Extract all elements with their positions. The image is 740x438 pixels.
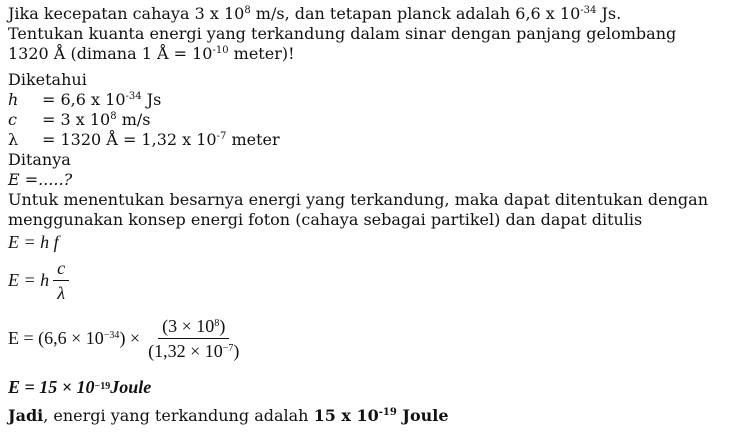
problem-text: 1320 Å (dimana 1 Å = 10 [8,44,213,63]
conclusion-value: 15 x 10 [313,406,379,425]
denominator: λ [57,282,66,303]
denominator: (1,32 × 10 [148,340,223,361]
equation-3 [8,310,708,366]
exponent: 8 [214,317,220,329]
numerator: ) [219,315,226,336]
equation-result: E = 15 × 10 −19 Joule [8,377,152,397]
exponent: -34 [125,91,142,102]
equation-text: E = (6,6 × 10 [8,328,104,348]
asked-section [8,150,708,190]
value: = 3 x 10 [42,110,111,129]
exponent: -7 [216,131,227,142]
problem-text: m/s, dan tetapan planck adalah 6,6 x 10 [250,4,581,23]
problem-text: Jika kecepatan cahaya 3 x 10 [8,4,245,23]
known-title: Diketahui [8,70,87,89]
equation-text: E = h f [8,232,59,252]
denominator: ) [233,340,240,361]
equation-text: E = h [8,270,50,290]
problem-text: Tentukan kuanta energi yang terkandung dalam sinar dengan panjang gelombang [8,24,677,43]
document [8,4,708,426]
problem-text: Js. [596,4,622,23]
unit: Joule [396,406,449,425]
exponent: -19 [378,407,397,418]
exponent: 8 [110,111,117,122]
numerator: (3 × 10 [162,315,215,336]
explanation-text: Untuk menentukan besarnya energi yang terkandung, maka dapat ditentukan dengan menggunakan konsep energi foton (cahaya sebagai partikel) dan dapat ditulis [8,190,708,229]
symbol: h [8,90,19,109]
value: = 1320 Å = 1,32 x 10 [42,130,217,149]
equation-1 [8,230,708,254]
unit: Joule [110,377,152,397]
conclusion-lead: Jadi [8,406,44,425]
unit: meter [226,130,280,149]
symbol: c [8,110,17,129]
symbol: λ [8,130,19,149]
exponent: −34 [103,330,120,341]
known-lambda [8,130,708,150]
problem-text: meter)! [228,44,295,63]
value: = 6,6 x 10 [42,90,126,109]
unit: m/s [116,110,151,129]
asked-value: E =.....? [8,170,73,189]
known-h [8,90,708,110]
equation-text: ) × [119,328,141,348]
fraction [53,258,69,303]
exponent: −7 [222,342,234,354]
asked-title: Ditanya [8,150,71,169]
conclusion-text: , energi yang terkandung adalah [43,406,314,425]
known-section [8,70,708,150]
conclusion [8,406,708,426]
unit: Js [141,90,162,109]
equation-2 [8,256,708,304]
exponent: -10 [212,45,229,56]
equation-text: E = 15 × 10 [8,377,95,397]
exponent: 8 [244,5,251,16]
fraction [144,316,243,361]
known-c [8,110,708,130]
numerator: c [53,258,69,281]
problem-statement [8,4,708,64]
exponent: -34 [580,5,597,16]
